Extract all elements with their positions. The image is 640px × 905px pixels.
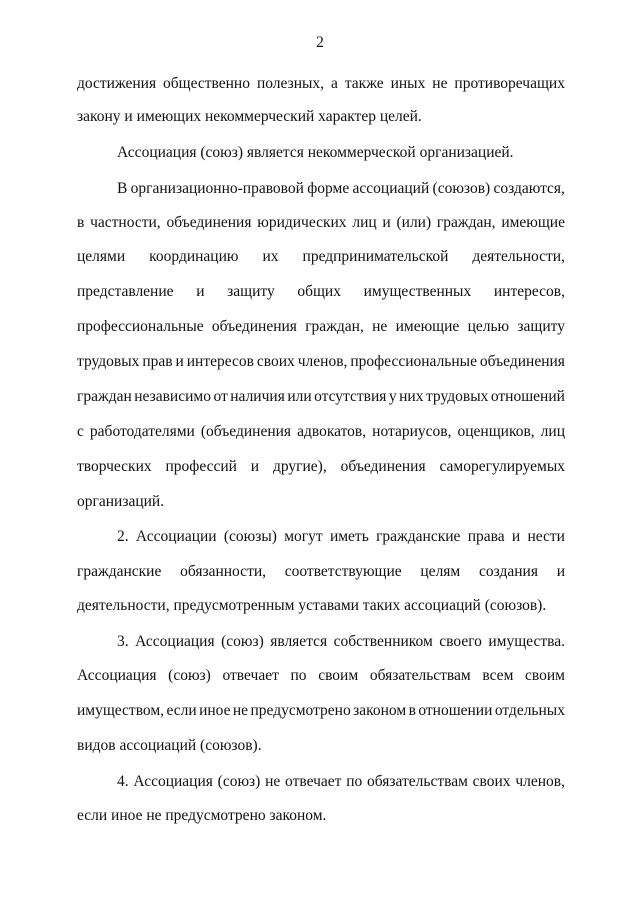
word: (союзов) [432, 180, 491, 197]
word: отвечает [285, 773, 342, 790]
word: не [372, 318, 388, 335]
word: всем [482, 667, 514, 684]
word: по [346, 773, 363, 790]
text-line [77, 351, 565, 373]
text-line [77, 281, 565, 303]
word: объединения [211, 318, 297, 335]
text-line [77, 246, 565, 268]
text-line: деятельности, предусмотренным уставами таких ассоциаций (союзов). [77, 597, 547, 614]
word: (союзы) [223, 528, 277, 545]
word: трудовых [77, 353, 140, 370]
word: предпринимательской [302, 248, 449, 265]
text-line [77, 456, 565, 478]
word: имеющие [395, 318, 460, 335]
word: другие), [272, 458, 327, 475]
word: обязанности, [180, 563, 267, 580]
word: творческих [77, 458, 152, 475]
word: своего [439, 633, 482, 650]
word: общественно [163, 75, 250, 92]
word: членов, [297, 353, 348, 370]
word: или [287, 388, 312, 405]
word: защиту [227, 283, 275, 300]
word: имуществом, [77, 702, 165, 719]
word: могут [284, 528, 323, 545]
word: 2. [117, 528, 129, 545]
text-line: организаций. [77, 493, 165, 510]
word: если [166, 702, 197, 719]
word: Ассоциация [77, 667, 157, 684]
word: а [331, 75, 338, 92]
word: представление [77, 283, 174, 300]
word: и [250, 458, 260, 475]
word: имущественных [363, 283, 472, 300]
word: у [388, 388, 397, 405]
word: профессий [165, 458, 237, 475]
word: своим [525, 667, 565, 684]
text-line [117, 178, 565, 200]
text-line [77, 316, 565, 338]
word: интересов [186, 353, 254, 370]
text-line [117, 631, 565, 653]
word: от [213, 388, 228, 405]
word: является [270, 633, 328, 650]
word: достижения [77, 75, 157, 92]
word: и [511, 528, 521, 545]
word: граждан, [305, 318, 364, 335]
word: также [344, 75, 384, 92]
text-line [77, 700, 565, 722]
word: и [556, 563, 565, 580]
word: В [117, 180, 128, 197]
word: юридических [257, 214, 347, 231]
text-line [77, 212, 565, 234]
word: (союз) [217, 773, 261, 790]
word: своих [472, 773, 511, 790]
word: деятельности, [472, 248, 565, 265]
text-line: закону и имеющих некоммерческий характер целей. [77, 108, 422, 125]
word: профессиональные [350, 353, 477, 370]
word: и [382, 214, 391, 231]
word: адвокатов, [297, 423, 367, 440]
word: объединения [479, 353, 565, 370]
word: членов, [515, 773, 565, 790]
word: их [262, 248, 279, 265]
word: соответствующие [284, 563, 402, 580]
word: работодателями [89, 423, 195, 440]
text-line [77, 561, 565, 583]
word: прав [142, 353, 173, 370]
word: граждан [77, 388, 132, 405]
word: оценщиков, [457, 423, 535, 440]
word: права [467, 528, 505, 545]
word: (или) [396, 214, 432, 231]
word: наличия [230, 388, 285, 405]
word: профессиональные [77, 318, 204, 335]
word: и [175, 353, 184, 370]
word: координацию [149, 248, 239, 265]
word: нести [527, 528, 565, 545]
word: Ассоциация [135, 633, 215, 650]
word: целями [77, 248, 126, 265]
text-line [77, 73, 565, 95]
word: иных [390, 75, 426, 92]
word: (союз) [168, 667, 211, 684]
word: лиц [540, 423, 565, 440]
word: нотариусов, [372, 423, 452, 440]
word: предусмотрено [250, 702, 351, 719]
word: не [232, 702, 249, 719]
word: граждан, [436, 214, 496, 231]
word: создания [478, 563, 538, 580]
word: саморегулируемых [439, 458, 565, 475]
word: обязательствам [367, 773, 468, 790]
word: интересов, [493, 283, 565, 300]
text-line [117, 526, 565, 548]
word: трудовых [425, 388, 489, 405]
word: (объединения [200, 423, 292, 440]
word: организационно-правовой [130, 180, 304, 197]
word: независимо [134, 388, 211, 405]
word: лиц [352, 214, 377, 231]
word: своих [256, 353, 295, 370]
text-line: видов ассоциаций (союзов). [77, 737, 262, 754]
word: законом [353, 702, 407, 719]
text-line [77, 386, 565, 408]
word: в [77, 214, 85, 231]
word: отсутствия [314, 388, 387, 405]
text-line: Ассоциация (союз) является некоммерческой организацией. [117, 144, 514, 161]
word: частности, [90, 214, 161, 231]
word: в [408, 702, 416, 719]
word: общих [297, 283, 341, 300]
word: иметь [329, 528, 369, 545]
text-line [77, 665, 565, 687]
word: по [290, 667, 307, 684]
word: (союз) [221, 633, 264, 650]
word: целям [420, 563, 461, 580]
word: с [77, 423, 84, 440]
word: обязательствам [369, 667, 471, 684]
word: не [432, 75, 448, 92]
word: отношений [490, 388, 565, 405]
word: иное [199, 702, 231, 719]
word: форме [307, 180, 350, 197]
word: имущества. [488, 633, 565, 650]
text-line: если иное не предусмотрено законом. [77, 807, 327, 824]
word: не [265, 773, 281, 790]
word: ассоциаций [352, 180, 430, 197]
word: 4. [117, 773, 129, 790]
word: собственником [333, 633, 433, 650]
word: целью [467, 318, 510, 335]
word: и [196, 283, 205, 300]
word: имеющие [501, 214, 565, 231]
word: отдельных [494, 702, 565, 719]
word: Ассоциации [135, 528, 217, 545]
word: своим [318, 667, 359, 684]
word: гражданские [77, 563, 162, 580]
word: них [399, 388, 424, 405]
word: создаются, [493, 180, 565, 197]
word: гражданские [376, 528, 461, 545]
word: отвечает [222, 667, 279, 684]
word: защиту [517, 318, 565, 335]
word: полезных, [256, 75, 325, 92]
word: объединения [166, 214, 252, 231]
page-number: 2 [316, 34, 324, 51]
word: противоречащих [454, 75, 565, 92]
word: отношении [418, 702, 493, 719]
word: объединения [340, 458, 426, 475]
word: Ассоциация [133, 773, 213, 790]
word: 3. [117, 633, 129, 650]
text-line [117, 771, 565, 793]
text-line [77, 421, 565, 443]
